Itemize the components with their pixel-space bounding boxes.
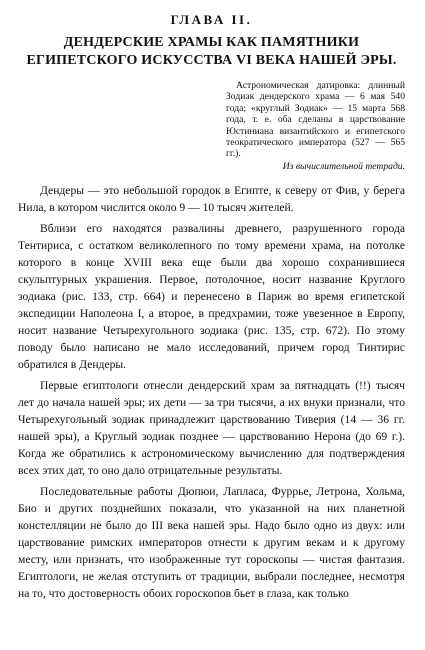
abstract-source: Из вычислительной тетради. [282,160,405,172]
paragraph-4: Последовательные работы Дюпюи, Лапласа, Фуррье, Летрона, Хольма, Био и других позднейших показали, что указанной на них планетной констелляции не было до III века нашей эры. Надо было одно из двух: или царствование римских императоров отнести к другим векам и к другому месту, или признать, что изображенные тут гороскопы — чистая фантазия. Египтологи, не желая отступить от традиции, выбрали последнее, несмотря на то, что достоверность обоих гороскопов бьет в глаза, как только [18,484,405,600]
paragraph-2: Вблизи его находятся развалины древнего, разрушенного города Тентириса, с остатком великолепного по тому времени храма, на потолке которого в конце XVIII века еще были два хорошо сохранившиеся скульптурных украшения. Первое, потолочное, носит название Круглого зодиака (рис. 133, стр. 664) и перенесено в Париж во время египетской экспедиции Наполеона I, а второе, в предхрамии, тоже увезенное в Европу, носит название Четырехугольного зодиака (рис. 135, стр. 672). По этому поводу было написано не мало исследований, причем город Тинтирис обратился в Дендеры. [18,221,405,371]
body-text [18,182,405,602]
paragraph-3: Первые египтологи отнесли дендерский храм за пятнадцать (!!) тысяч лет до начала нашей эры; их дети — за три тысячи, а их внуки признали, что Четырехугольный зодиак принадлежит царствованию Тиверия (14 — 36 гг. нашей эры), а Круглый зодиак позднее — царствованию Нерона (до 69 г.). Когда же обратились к астрономическому вычислению для подтверждения всех этих дат, то оно дало отрицательные результаты. [18,378,405,477]
paragraph-1: Дендеры — это небольшой городок в Египте, к северу от Фив, у берега Нила, в котором числится около 9 — 10 тысяч жителей. [18,183,405,214]
chapter-title: ДЕНДЕРСКИЕ ХРАМЫ КАК ПАМЯТНИКИ ЕГИПЕТСКОГО ИСКУССТВА VI ВЕКА НАШЕЙ ЭРЫ. [26,35,397,68]
chapter-abstract: Астрономическая датировка: длинный Зодиак дендерского храма — 6 мая 540 года; «круглый Зодиак» — 15 марта 568 года, т. е. оба сделаны в царствование Юстиниана византийского и египетского теократического императора (527 — 565 гг.). [226,80,405,160]
chapter-heading: ГЛАВА II. [170,12,253,27]
